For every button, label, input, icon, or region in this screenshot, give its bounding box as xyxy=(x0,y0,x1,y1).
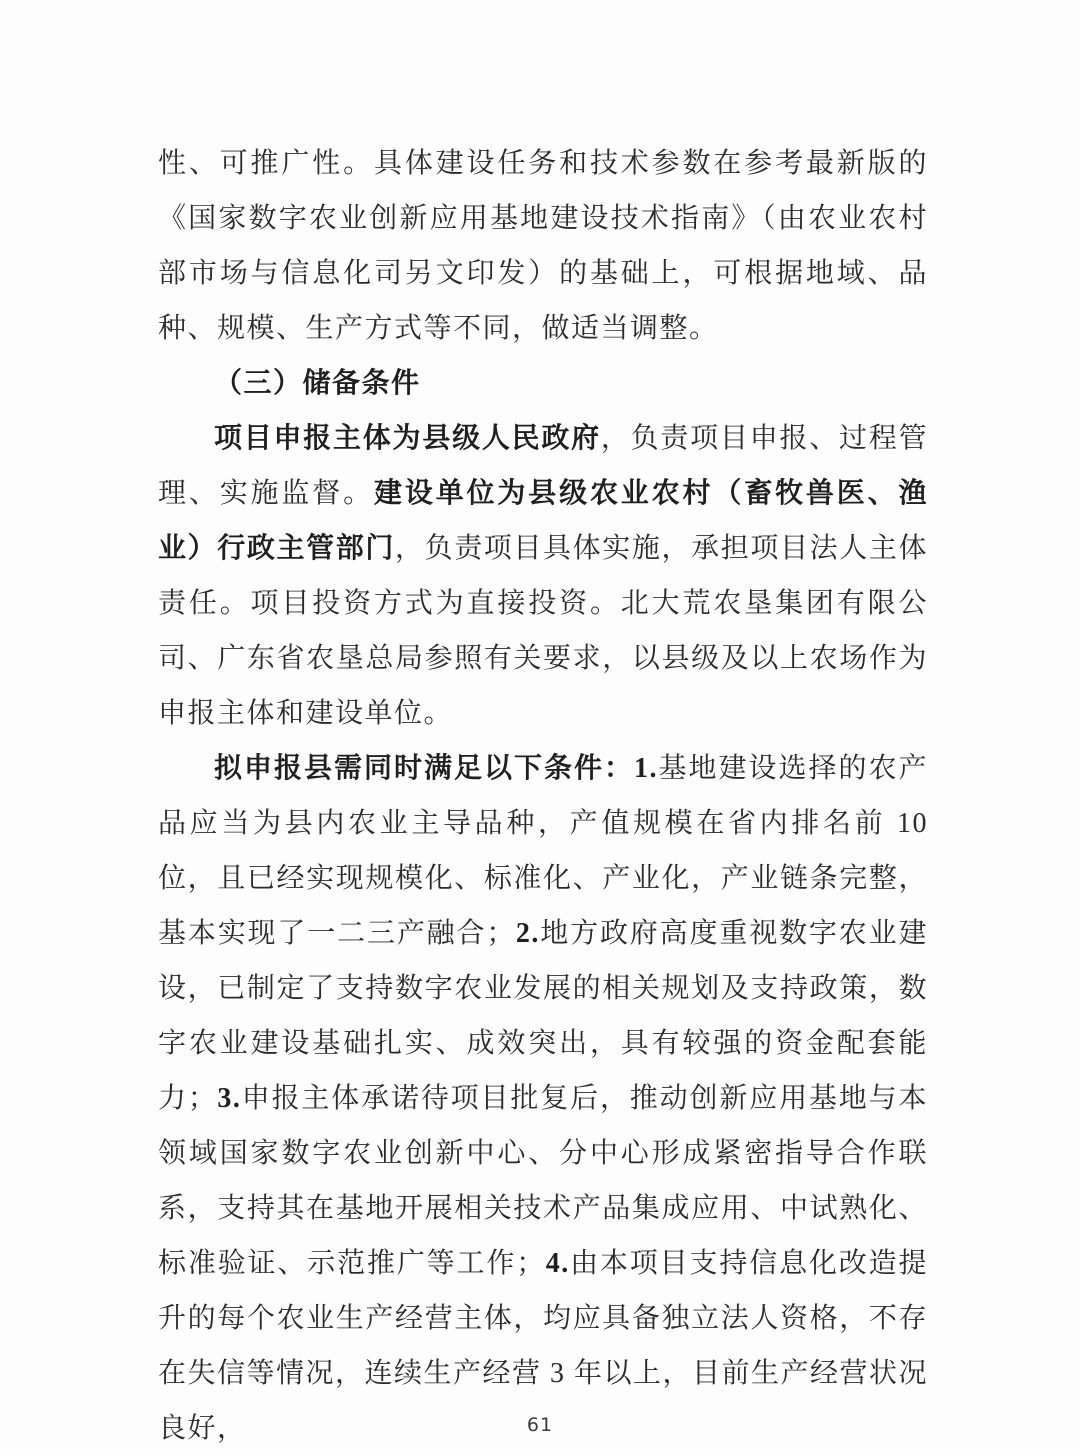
text-segment-bold: 2. xyxy=(515,918,540,949)
text-segment-bold: 1. xyxy=(633,753,658,784)
text-segment: ，负责项目申报、过程管理、实施监督。 xyxy=(158,423,928,509)
text-segment: 基地建设选择的农产品应当为县内农业主导品种，产值规模在省内排名前 10 位，且已经实现规模化、标准化、产业化，产业链条完整，基本实现了一二三产融合； xyxy=(158,753,928,949)
text-segment-bold: 拟申报县需同时满足以下条件： xyxy=(214,753,634,784)
text-segment: 由本项目支持信息化改造提升的每个农业生产经营主体，均应具备独立法人资格，不存在失信等情况，连续生产经营 3 年以上，目前生产经营状况良好， xyxy=(158,1248,929,1444)
text-segment-bold: 建设单位为县级农业农村（畜牧兽医、渔业）行政主管部门 xyxy=(158,478,928,564)
section-heading xyxy=(158,356,928,411)
text-segment: ，负责项目具体实施，承担项目法人主体责任。项目投资方式为直接投资。北大荒农垦集团有限公司、广东省农垦总局参照有关要求，以县级及以上农场作为申报主体和建设单位。 xyxy=(158,533,928,729)
paragraph-declaration-subject xyxy=(158,411,928,741)
paragraph-continued-from-previous-page xyxy=(158,136,928,356)
text-segment-bold: 4. xyxy=(545,1248,570,1279)
text-segment: 申报主体承诺待项目批复后，推动创新应用基地与本领域国家数字农业创新中心、分中心形成紧密指导合作联系，支持其在基地开展相关技术产品集成应用、中试熟化、标准验证、示范推广等工作； xyxy=(158,1083,928,1279)
text-segment: 地方政府高度重视数字农业建设，已制定了支持数字农业发展的相关规划及支持政策，数字农业建设基础扎实、成效突出，具有较强的资金配套能力； xyxy=(158,918,928,1114)
page-footer xyxy=(0,1414,1080,1436)
document-body xyxy=(158,136,928,1456)
text-segment-bold: 3. xyxy=(217,1083,242,1114)
text-segment-bold: （三）储备条件 xyxy=(214,368,421,399)
paragraph-application-conditions xyxy=(158,741,928,1456)
text-segment: 性、可推广性。具体建设任务和技术参数在参考最新版的《国家数字农业创新应用基地建设技术指南》（由农业农村部市场与信息化司另文印发）的基础上，可根据地域、品种、规模、生产方式等不同，做适当调整。 xyxy=(158,148,928,344)
text-segment-bold: 项目申报主体为县级人民政府 xyxy=(214,423,601,454)
page-number: 61 xyxy=(526,1414,554,1436)
